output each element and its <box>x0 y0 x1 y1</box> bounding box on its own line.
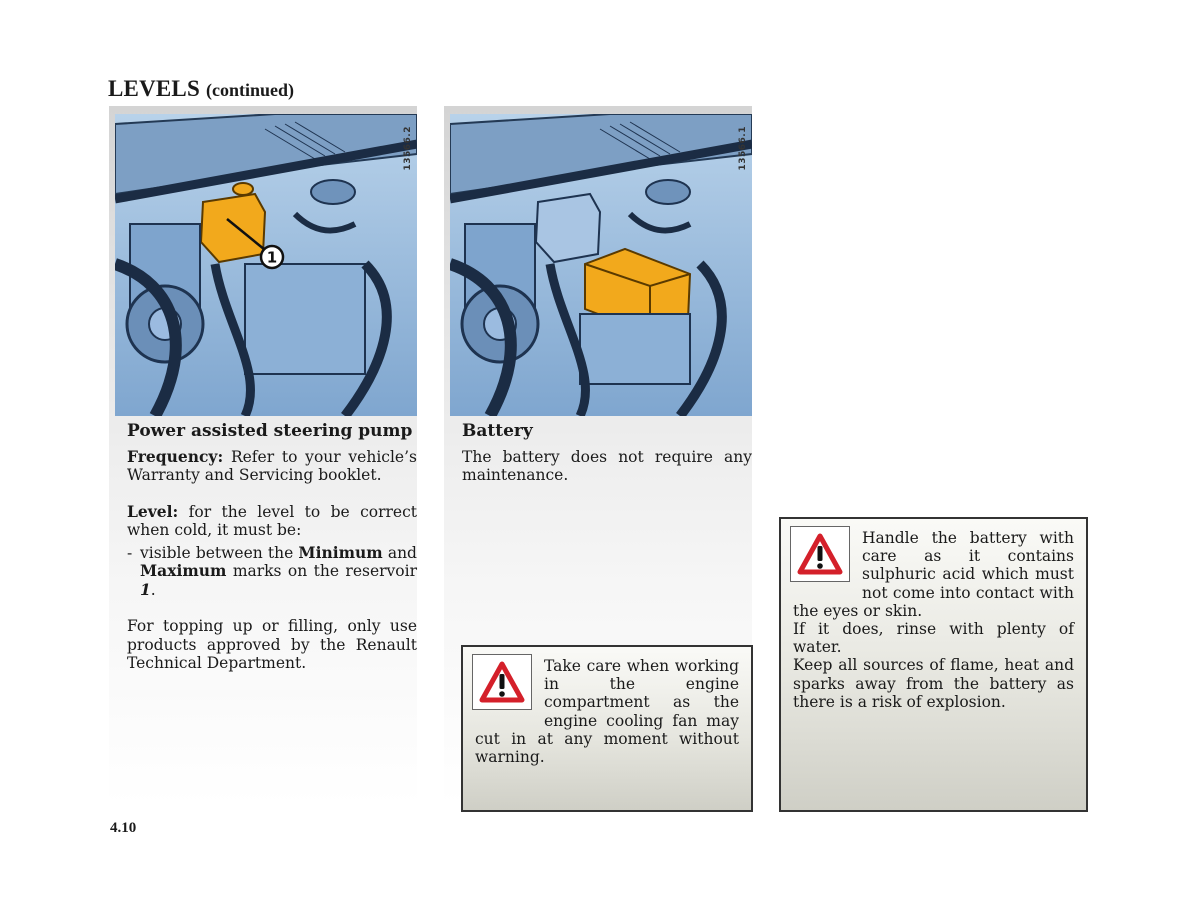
section-heading: Power assisted steering pump <box>127 421 413 441</box>
engine-bay-drawing <box>115 114 417 416</box>
bullet-pre: visible between the <box>140 543 294 562</box>
bullet-dash: - <box>127 543 133 562</box>
warning-triangle-icon <box>790 526 850 582</box>
frequency-label: Frequency: <box>127 446 224 466</box>
bullet-and: and <box>387 543 417 562</box>
bullet-maximum: Maximum <box>140 561 227 580</box>
battery-acid-warning <box>779 517 1088 812</box>
battery-paragraph: The battery does not require any maintenance. <box>462 447 752 484</box>
battery-warning-line1: Handle the battery with care as it contains sulphuric acid which must not come into contact with the eyes or skin. <box>793 529 1074 620</box>
level-text: for the level to be correct when cold, it must be: <box>127 502 417 539</box>
engine-fan-warning-text: Take care when working in the engine compartment as the engine cooling fan may cut in at any moment without warning. <box>475 657 739 767</box>
frequency-paragraph <box>127 448 417 485</box>
page-title-main: LEVELS <box>108 76 200 101</box>
bullet-minimum: Minimum <box>298 542 383 562</box>
page-title <box>108 76 294 102</box>
section-heading: Battery <box>462 421 533 441</box>
bullet-text <box>140 544 417 600</box>
steering-pump-column <box>109 106 417 806</box>
figure-code: 13566.1 <box>738 126 748 171</box>
frequency-text: Refer to your vehicle’s Warranty and Servicing booklet. <box>127 447 417 484</box>
callout-number: 1 <box>266 248 278 267</box>
engine-fan-warning <box>461 645 753 812</box>
bullet-end: . <box>150 580 156 599</box>
engine-bay-drawing-battery <box>450 114 752 416</box>
topping-paragraph: For topping up or filling, only use products approved by the Renault Technical Department. <box>127 617 417 672</box>
warning-triangle-icon <box>472 654 532 710</box>
figure-code: 13566.2 <box>403 126 413 171</box>
battery-warning-line2: If it does, rinse with plenty of water. <box>793 620 1074 657</box>
bullet-post: marks on the reservoir <box>232 562 417 580</box>
steering-pump-text <box>127 422 417 691</box>
steering-pump-illustration <box>115 114 417 416</box>
level-label: Level: <box>127 501 179 521</box>
battery-text <box>462 422 752 503</box>
level-paragraph <box>127 503 417 540</box>
page-title-continued: (continued) <box>205 80 294 100</box>
battery-warning-line3: Keep all sources of flame, heat and sparks away from the battery as there is a risk of explosion. <box>793 656 1074 711</box>
page-number: 4.10 <box>110 820 137 836</box>
bullet-ref: 1 <box>140 579 151 599</box>
battery-illustration <box>450 114 752 416</box>
level-bullet <box>127 544 417 600</box>
